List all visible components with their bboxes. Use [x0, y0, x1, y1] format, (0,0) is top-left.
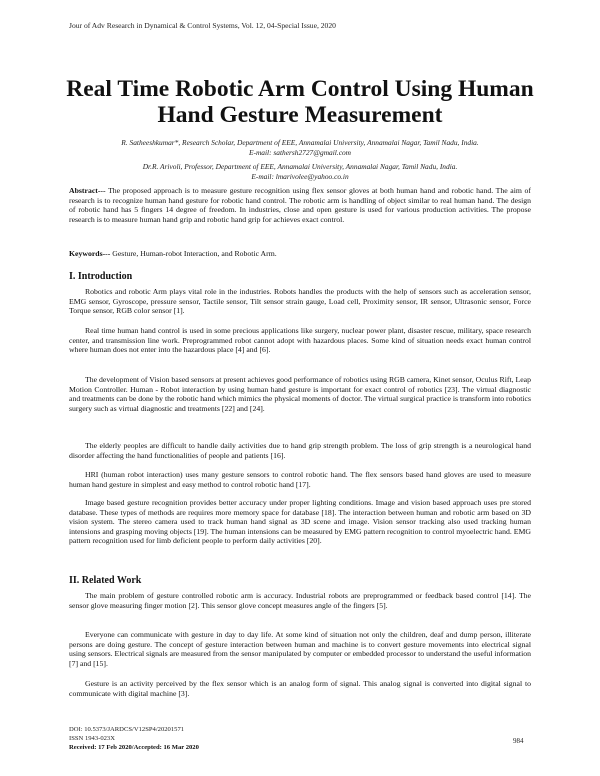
related-paragraph-1: The main problem of gesture controlled robotic arm is accuracy. Industrial robots are preprogrammed or feedback based control [14]. The sensor glove measuring finger motion [2]. This sensor glove concept measures angle of the fingers [5].: [69, 591, 531, 610]
abstract-text: The proposed approach is to measure gesture recognition using flex sensor gloves at both human hand and robotic hand. The aim of research is to recognize human hand gesture for robotic hand control. The robotic arm is handling of object similar to real human hand. The design of robotic hand has 5 fingers 14 degree of freedom. In industries, close and open gesture is used for various production activities. The propose research is to measure human hand grip and robotic hand grip for achieves exact control.: [69, 186, 531, 224]
footer-dates: [69, 744, 199, 752]
section-heading-introduction: I. Introduction: [69, 271, 133, 282]
author-1-email: E-mail: sathersh2727@gmail.com: [248, 148, 352, 157]
intro-paragraph-4: The elderly peoples are difficult to handle daily activities due to hand grip strength problem. The loss of grip strength is a neurological hand disorder affecting the hand functionalities of people and patients [16].: [69, 441, 531, 460]
intro-paragraph-5: HRI (human robot interaction) uses many gesture sensors to control robotic hand. The flex sensors based hand gloves are used to measure human hand gesture in simplest and easy method to control robotic hand [17].: [69, 470, 531, 489]
intro-paragraph-1: Robotics and robotic Arm plays vital role in the industries. Robots handles the products with the help of sensors such as acceleration sensor, EMG sensor, Gyroscope, pressure sensor, Tactile sensor, Tilt sensor strain gauge, Load cell, Proximity sensor, IR sensor, Ultrasonic sensor, Force Torque sensor, RGB color sensor [1].: [69, 287, 531, 315]
running-header: Jour of Adv Research in Dynamical & Control Systems, Vol. 12, 04-Special Issue, 2020: [69, 21, 336, 30]
intro-paragraph-3: The development of Vision based sensors at present achieves good performance of robotics using RGB camera, Kinet sensor, Oculus Rift, Leap Motion Controller. Human - Robot interaction by using human hand gesture is important for exact control of robotics [23]. The virtual diagnostic and treatments can be done by the robotic hand which mimics the physical moments of doctor. The virtual surgical practice is transform into robotics surgery such as virtual diagnostic and treatments [22] and [24].: [69, 375, 532, 413]
author-1-affiliation: R. Satheeshkumar*, Research Scholar, Department of EEE, Annamalai University, Annamalai Nagar, Tamil Nadu, India.: [121, 138, 479, 147]
keywords-text: Gesture, Human-robot Interaction, and Robotic Arm.: [110, 249, 277, 258]
paper-title: Real Time Robotic Arm Control Using Human Hand Gesture Measurement: [66, 76, 534, 128]
author-2-email: E-mail: lmarivolee@yahoo.co.in: [251, 172, 349, 181]
author-2-affiliation: Dr.R. Arivoli, Professor, Department of EEE, Annamalai University, Annamalai Nagar, Tamil Nadu, India.: [142, 162, 458, 171]
footer-doi: DOI: 10.5373/JARDCS/V12SP4/20201571: [69, 726, 185, 733]
related-paragraph-2: Everyone can communicate with gesture in day to day life. At some kind of situation not only the children, deaf and dump person, illiterate persons are doing gesture. The concept of gesture interaction between human and machine is to convert gesture movements into electrical signal using sensors. Electrical signals are measured from the sensor manipulated by computer or embedded processor to understand the useful information [7] and [15].: [69, 630, 531, 668]
related-paragraph-3: Gesture is an activity perceived by the flex sensor which is an analog form of signal. This analog signal is converted into digital signal to communicate with digital machine [3].: [69, 679, 531, 698]
section-heading-related-work: II. Related Work: [69, 575, 142, 586]
footer-dates-text: Received: 17 Feb 2020/Accepted: 16 Mar 2020: [69, 744, 199, 751]
abstract-label: Abstract---: [69, 186, 106, 195]
page-number: 984: [513, 737, 524, 745]
keywords-label: Keywords---: [69, 249, 111, 258]
abstract: [69, 186, 531, 224]
keywords: [69, 249, 531, 259]
footer-issn: ISSN 1943-023X: [69, 735, 115, 742]
intro-paragraph-2: Real time human hand control is used in some precious applications like surgery, nuclear power plant, disaster rescue, military, space research center, and transmission line work. Preprogrammed robot cannot adopt with hazardous places. Some kind of situation needs exact human control where human does not enter into the hazardous place [4] and [6].: [69, 326, 531, 354]
intro-paragraph-6: Image based gesture recognition provides better accuracy under proper lighting conditions. Image and vision based approach uses pre stored database. These types of methods are requires more memory space for database [18]. The interaction between human and robotic arm based on 3D vision system. The stereo camera used to track human hand signal as 3D scene and image. Vision sensor tracking also used tracking human intensions and grasping moving objects [19]. The human intensions can be measured by EMG pattern recognition to control myoelectric hand. EMG pattern recognition used for limb deficient people to perform daily activities [20].: [69, 498, 531, 545]
